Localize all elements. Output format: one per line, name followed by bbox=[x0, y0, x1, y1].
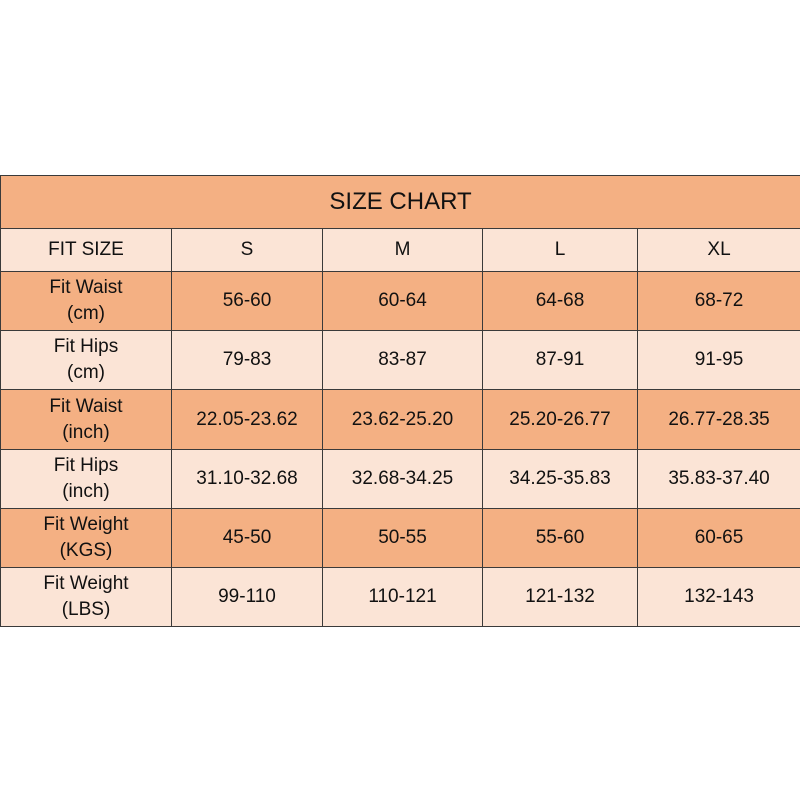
size-chart-table bbox=[0, 175, 800, 627]
row-label-line2: (cm) bbox=[67, 362, 105, 384]
table-cell: 45-50 bbox=[172, 508, 323, 567]
table-row bbox=[1, 390, 800, 449]
row-label-line1: Fit Hips bbox=[53, 336, 119, 358]
row-label bbox=[1, 331, 172, 390]
table-cell: 32.68-34.25 bbox=[323, 449, 483, 508]
row-label-line2: (KGS) bbox=[59, 539, 113, 561]
header-row bbox=[1, 229, 800, 272]
table-cell: 60-65 bbox=[638, 508, 800, 567]
table-cell: 60-64 bbox=[323, 272, 483, 331]
table-row bbox=[1, 567, 800, 626]
row-label-line1: Fit Weight bbox=[43, 513, 129, 535]
table-cell: 23.62-25.20 bbox=[323, 390, 483, 449]
table-cell: 83-87 bbox=[323, 331, 483, 390]
table-cell: 68-72 bbox=[638, 272, 800, 331]
row-label bbox=[1, 449, 172, 508]
table-cell: 64-68 bbox=[483, 272, 638, 331]
table-cell: 26.77-28.35 bbox=[638, 390, 800, 449]
row-label-line1: Fit Waist bbox=[49, 277, 123, 299]
chart-title: SIZE CHART bbox=[1, 176, 800, 229]
table-cell: 25.20-26.77 bbox=[483, 390, 638, 449]
row-label-line2: (LBS) bbox=[61, 598, 111, 620]
table-row bbox=[1, 508, 800, 567]
row-label-line1: Fit Hips bbox=[53, 454, 119, 476]
row-label-line1: Fit Waist bbox=[49, 395, 123, 417]
table-cell: 79-83 bbox=[172, 331, 323, 390]
table-cell: 99-110 bbox=[172, 567, 323, 626]
row-label-line1: Fit Weight bbox=[43, 572, 129, 594]
size-header-xl: XL bbox=[638, 229, 800, 272]
table-cell: 31.10-32.68 bbox=[172, 449, 323, 508]
table-cell: 34.25-35.83 bbox=[483, 449, 638, 508]
row-label-line2: (cm) bbox=[67, 303, 105, 325]
row-label bbox=[1, 567, 172, 626]
size-header-m: M bbox=[323, 229, 483, 272]
header-label: FIT SIZE bbox=[1, 229, 172, 272]
table-row bbox=[1, 449, 800, 508]
table-cell: 132-143 bbox=[638, 567, 800, 626]
size-header-l: L bbox=[483, 229, 638, 272]
table-cell: 110-121 bbox=[323, 567, 483, 626]
table-cell: 22.05-23.62 bbox=[172, 390, 323, 449]
table-cell: 87-91 bbox=[483, 331, 638, 390]
table-cell: 55-60 bbox=[483, 508, 638, 567]
table-cell: 50-55 bbox=[323, 508, 483, 567]
table-row bbox=[1, 272, 800, 331]
table-cell: 121-132 bbox=[483, 567, 638, 626]
row-label bbox=[1, 390, 172, 449]
row-label-line2: (inch) bbox=[62, 480, 110, 502]
size-header-s: S bbox=[172, 229, 323, 272]
row-label-line2: (inch) bbox=[62, 421, 110, 443]
table-cell: 91-95 bbox=[638, 331, 800, 390]
title-row bbox=[1, 176, 800, 229]
row-label bbox=[1, 272, 172, 331]
row-label bbox=[1, 508, 172, 567]
table-cell: 56-60 bbox=[172, 272, 323, 331]
table-cell: 35.83-37.40 bbox=[638, 449, 800, 508]
table-row bbox=[1, 331, 800, 390]
